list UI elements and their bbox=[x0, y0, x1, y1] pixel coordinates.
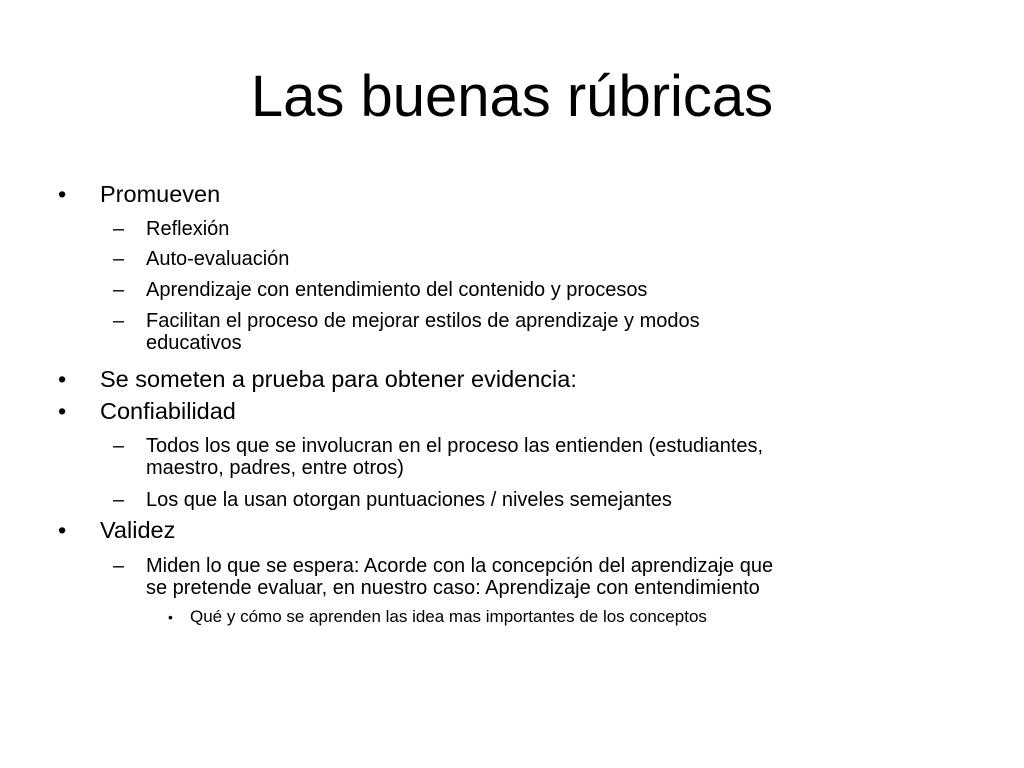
slide-title: Las buenas rúbricas bbox=[250, 64, 774, 129]
bullet-icon: • bbox=[58, 398, 67, 424]
sub-item-text: Aprendizaje con entendimiento del contenido y procesos bbox=[146, 279, 648, 301]
sub-item-aprendizaje bbox=[113, 279, 648, 301]
sub-item-auto-evaluacion bbox=[113, 248, 290, 270]
sub-item-text-line-1: Facilitan el proceso de mejorar estilos de aprendizaje y modos bbox=[146, 310, 700, 332]
sub-item-text-line-2: educativos bbox=[146, 332, 242, 354]
dash-icon: – bbox=[113, 248, 125, 270]
dash-icon: – bbox=[113, 489, 125, 511]
sub-item-todos-los-que bbox=[113, 435, 764, 479]
sub-item-text: Reflexión bbox=[146, 218, 230, 240]
sub-item-los-que-la-usan bbox=[113, 489, 672, 511]
bullet-text: Se someten a prueba para obtener evidencia: bbox=[100, 366, 577, 392]
sub-item-text-line-1: Todos los que se involucran en el proceso las entienden (estudiantes, bbox=[146, 435, 764, 457]
sub-item-text-line-2: maestro, padres, entre otros) bbox=[146, 457, 404, 479]
dash-icon: – bbox=[113, 555, 125, 577]
bullet-item-promueven bbox=[58, 181, 221, 207]
dash-icon: – bbox=[113, 218, 125, 240]
bullet-icon: • bbox=[58, 517, 67, 543]
dash-icon: – bbox=[113, 435, 125, 457]
sub-item-facilitan bbox=[113, 310, 700, 354]
bullet-icon: • bbox=[58, 181, 67, 207]
bullet-item-validez bbox=[58, 517, 176, 543]
sub-item-text: Los que la usan otorgan puntuaciones / niveles semejantes bbox=[146, 489, 672, 511]
sub-item-text-line-2: se pretende evaluar, en nuestro caso: Aprendizaje con entendimiento bbox=[146, 577, 760, 599]
dash-icon: – bbox=[113, 310, 125, 332]
bullet-text: Validez bbox=[100, 517, 176, 543]
sub-sub-item-text: Qué y cómo se aprenden las idea mas importantes de los conceptos bbox=[190, 607, 707, 626]
bullet-text: Confiabilidad bbox=[100, 398, 236, 424]
sub-item-miden-lo-que bbox=[113, 555, 774, 599]
sub-item-reflexion bbox=[113, 218, 230, 240]
bullet-icon: • bbox=[58, 366, 67, 392]
dash-icon: – bbox=[113, 279, 125, 301]
bullet-item-confiabilidad bbox=[58, 398, 236, 424]
bullet-text: Promueven bbox=[100, 181, 221, 207]
sub-sub-item-que-y-como bbox=[168, 607, 707, 627]
bullet-icon: • bbox=[168, 609, 173, 625]
sub-item-text: Auto-evaluación bbox=[146, 248, 290, 270]
sub-item-text-line-1: Miden lo que se espera: Acorde con la concepción del aprendizaje que bbox=[146, 555, 774, 577]
bullet-item-se-someten bbox=[58, 366, 577, 392]
